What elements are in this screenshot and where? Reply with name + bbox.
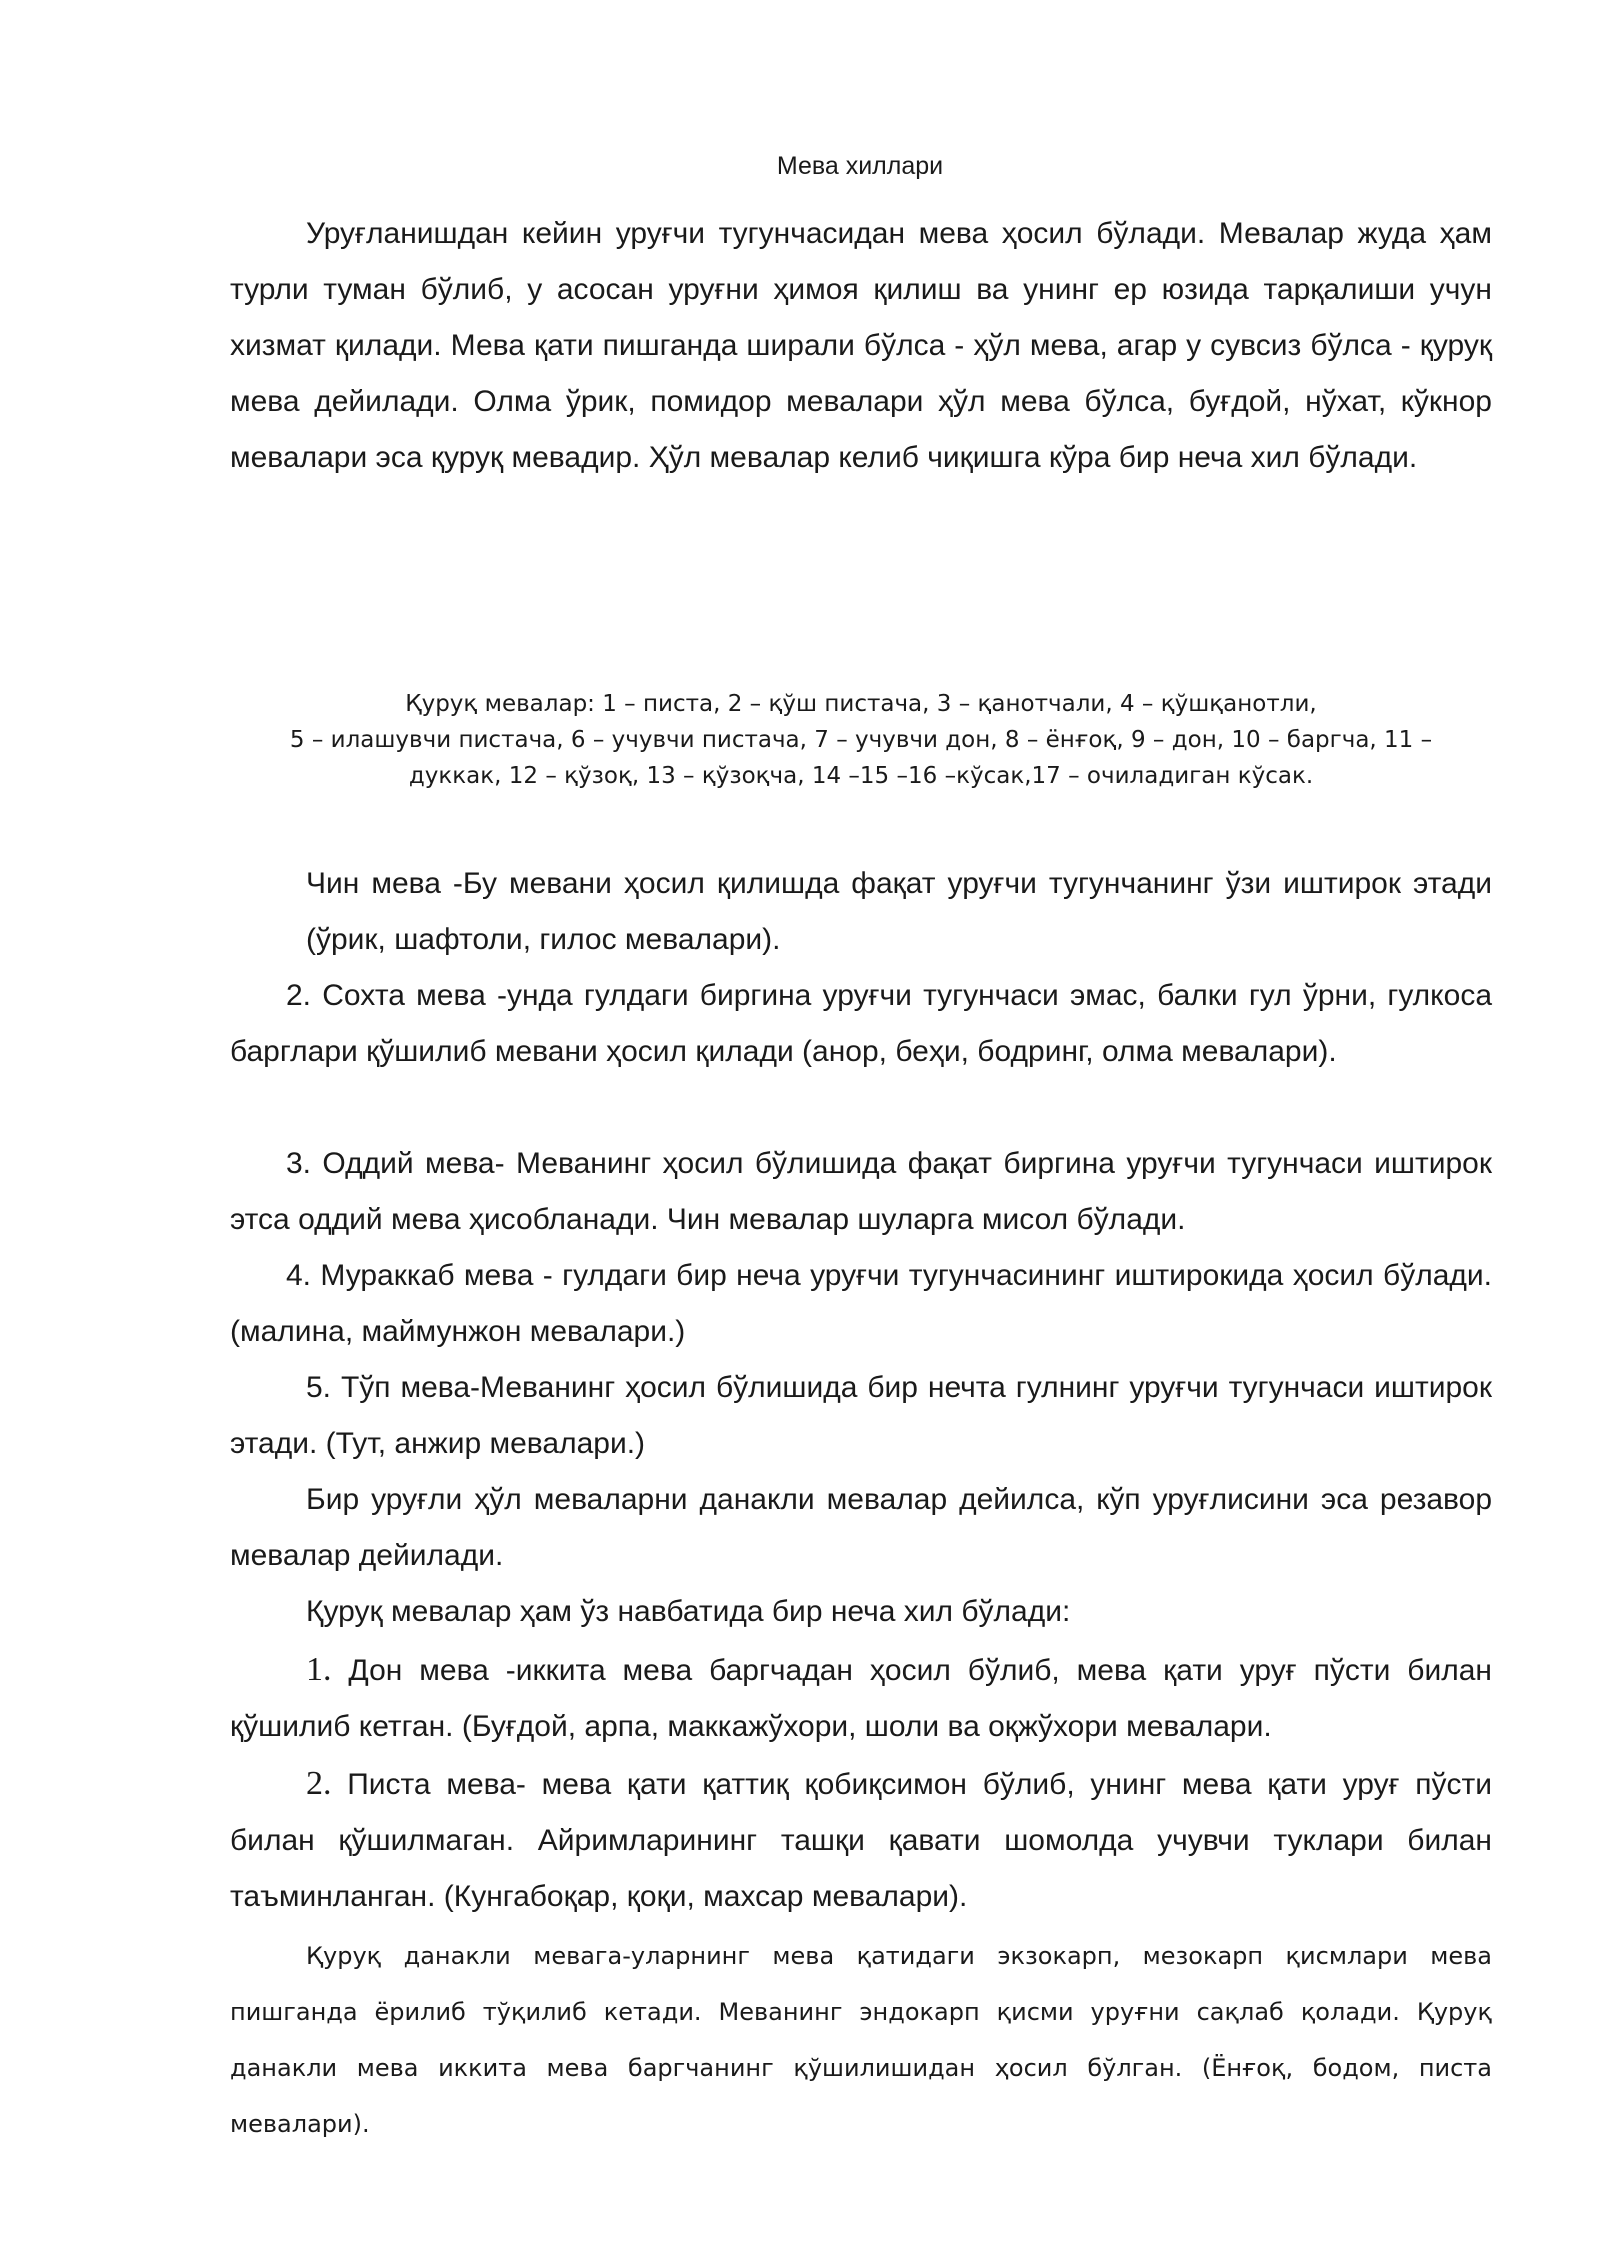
list-item-false-fruit: 2. Сохта мева -унда гулдаги биргина уруғчи тугунчаси эмас, балки гул ўрни, гулкоса барглари қўшилиб мевани ҳосил қилади (анор, беҳи, бодринг, олма мевалари). (230, 979, 1492, 1068)
caption-line-2: 5 – илашувчи пистача, 6 – учувчи пистача, 7 – учувчи дон, 8 – ёнғоқ, 9 – дон, 10 – баргча, 11 – (289, 727, 1433, 753)
list-item-simple-fruit: 3. Оддий мева- Меванинг ҳосил бўлишида фақат биргина уруғчи тугунчаси иштирок этса оддий мева ҳисобланади. Чин мевалар шуларга мисол бўлади. (230, 1147, 1492, 1236)
caption-line-3: дуккак, 12 – қўзоқ, 13 – қўзоқча, 14 –15 –16 –кўсак,17 – очиладиган кўсак. (408, 763, 1314, 789)
figure-caption (230, 686, 1492, 794)
list-item-collective-fruit: 5. Тўп мева-Меванинг ҳосил бўлишида бир нечта гулнинг уруғчи тугунчаси иштирок этади. (Тут, анжир мевалари.) (230, 1371, 1492, 1460)
dry-fruit-item-grain (230, 1642, 1492, 1755)
dry-fruits-intro: Қуруқ мевалар ҳам ўз навбатида бир неча хил бўлади: (306, 1595, 1071, 1628)
list-item-compound-fruit: 4. Мураккаб мева - гулдаги бир неча уруғчи тугунчасининг иштирокида ҳосил бўлади. (малина, маймунжон мевалари.) (230, 1259, 1492, 1348)
dry-drupe-paragraph: Қуруқ данакли мевага-уларнинг мева қатидаги экзокарп, мезокарп қисмлари мева пишганда ёрилиб тўқилиб кетади. Меванинг эндокарп қисми уруғни сақлаб қолади. Қуруқ данакли мева иккита мева баргчанинг қўшилишидан ҳосил бўлган. (Ёнғоқ, бодом, писта мевалари). (230, 1942, 1492, 2138)
caption-line-1: Қуруқ мевалар: 1 – писта, 2 – қўш пистача, 3 – қанотчали, 4 – қўшқанотли, (405, 691, 1317, 717)
item-text: Дон мева -иккита мева баргчадан ҳосил бўлиб, мева қати уруғ пўсти билан қўшилиб кетган. (Буғдой, арпа, маккажўхори, шоли ва оқжўхори мевалари. (230, 1654, 1492, 1743)
juicy-fruits-paragraph: Бир уруғли ҳўл меваларни данакли мевалар дейилса, кўп уруғлисини эса резавор мевалар дейилади. (230, 1483, 1492, 1572)
dry-fruit-item-nut (230, 1756, 1492, 1925)
page-title: Мева хиллари (776, 152, 944, 180)
item-number: 2. (306, 1765, 332, 1802)
item-number: 1. (306, 1651, 332, 1688)
list-item-true-fruit: Чин мева -Бу мевани ҳосил қилишда фақат уруғчи тугунчанинг ўзи иштирок этади (ўрик, шафтоли, гилос мевалари). (306, 867, 1492, 956)
item-text: Писта мева- мева қати қаттиқ қобиқсимон бўлиб, унинг мева қати уруғ пўсти билан қўшилмаган. Айримларининг ташқи қавати шомолда учувчи туклари билан таъминланган. (Кунгабоқар, қоқи, махсар мевалари). (230, 1768, 1492, 1913)
intro-paragraph: Уруғланишдан кейин уруғчи тугунчасидан мева ҳосил бўлади. Мевалар жуда ҳам турли туман бўлиб, у асосан уруғни ҳимоя қилиш ва унинг ер юзида тарқалиши учун хизмат қилади. Мева қати пишганда ширали бўлса - ҳўл мева, агар у сувсиз бўлса - қуруқ мева дейилади. Олма ўрик, помидор мевалари ҳўл мева бўлса, буғдой, нўхат, кўкнор мевалари эса қуруқ мевадир. Ҳўл мевалар келиб чиқишга кўра бир неча хил бўлади. (230, 217, 1492, 474)
